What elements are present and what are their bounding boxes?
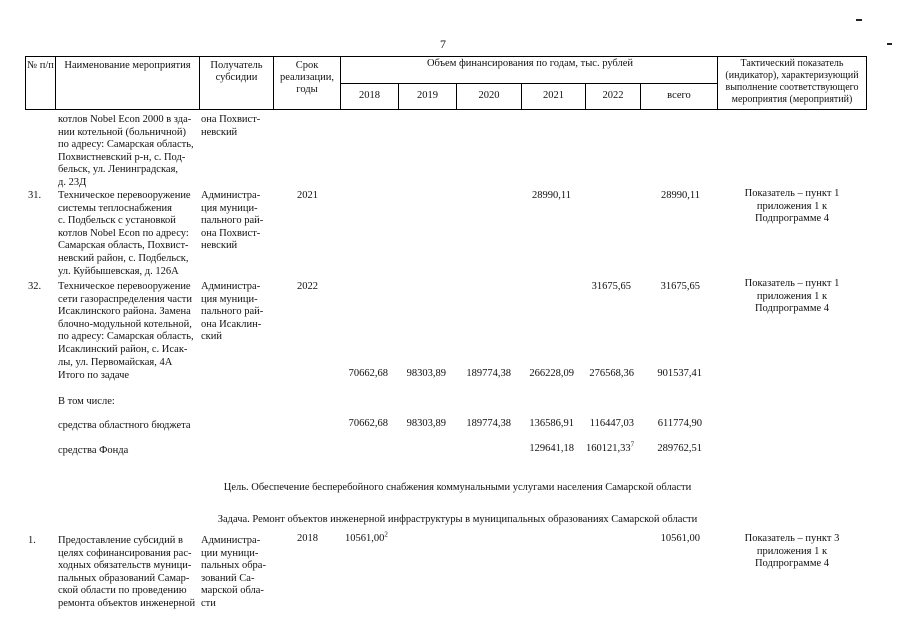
summary-label: средства областного бюджета xyxy=(58,420,191,431)
row-num: 32. xyxy=(28,281,42,292)
row-indicator: Показатель – пункт 1 приложения 1 к Подпрограмме 4 xyxy=(744,278,840,315)
row-name: Техническое перевооружение сети газораспределения части Исаклинского района. Замена блочно-модульной котельной, по адресу: Самарская область, Исаклинский район, с. Исак- лы, ул. Первомайская, 4А xyxy=(58,281,194,368)
summary-2021: 266228,09 xyxy=(529,368,574,379)
summary-2019: 98303,89 xyxy=(406,418,446,429)
summary-total: 289762,51 xyxy=(657,443,702,454)
summary-2022: 276568,36 xyxy=(589,368,634,379)
task-heading: Задача. Ремонт объектов инженерной инфраструктуры в муниципальных образованиях Самарской области xyxy=(217,514,698,525)
row-total: 10561,00 xyxy=(660,533,700,544)
header-total: всего xyxy=(667,90,691,101)
row-term: 2022 xyxy=(297,281,318,292)
scan-mark xyxy=(887,43,892,45)
row-num: 1. xyxy=(28,535,36,546)
summary-label: Итого по задаче xyxy=(58,370,130,381)
summary-2021: 129641,18 xyxy=(529,443,574,454)
row-name: Предоставление субсидий в целях софинансирования рас- ходных обязательств муници- пальных образований Самар- ской области по проведению ремонта объектов инженерной xyxy=(58,535,196,609)
header-indicator: Тактический показатель (индикатор), характеризующий выполнение соответствующего мероприятия (мероприятий) xyxy=(725,58,859,105)
row-indicator: Показатель – пункт 1 приложения 1 к Подпрограмме 4 xyxy=(744,188,840,225)
summary-2019: 98303,89 xyxy=(406,368,446,379)
header-year-2022: 2022 xyxy=(602,90,624,101)
summary-total: 611774,90 xyxy=(657,418,702,429)
header-num: № п/п xyxy=(27,60,54,71)
row-num: 31. xyxy=(28,190,42,201)
row-name: Техническое перевооружение системы теплоснабжения с. Подбельск с установкой котлов Nobel Econ по адресу: Самарская область, Похвист- невский район, с. Подбельск, ул. Куйбышевская, д. 126А xyxy=(58,190,191,277)
row-recipient: Администра- ции муници- пальных обра- зований Са- марской обла- сти xyxy=(201,535,266,609)
row-indicator: Показатель – пункт 3 приложения 1 к Подпрограмме 4 xyxy=(744,533,840,570)
footnote-mark: 2 xyxy=(384,530,388,539)
row-total: 31675,65 xyxy=(660,281,700,292)
row-recipient: Администра- ция муници- пального рай- она Похвист- невский xyxy=(201,190,264,252)
summary-2018: 70662,68 xyxy=(348,418,388,429)
header-name: Наименование мероприятия xyxy=(64,60,191,71)
footnote-mark: 7 xyxy=(630,440,635,449)
goal-heading: Цель. Обеспечение бесперебойного снабжения коммунальными услугами населения Самарской области xyxy=(223,482,692,493)
summary-label: средства Фонда xyxy=(58,445,129,456)
row-total: 28990,11 xyxy=(661,190,700,201)
row-2022: 31675,65 xyxy=(591,281,631,292)
summary-2018: 70662,68 xyxy=(348,368,388,379)
header-year-2019: 2019 xyxy=(417,90,438,101)
row-term: 2021 xyxy=(297,190,318,201)
row-2018: 10561,00$^2$ xyxy=(345,530,388,544)
row-2021: 28990,11 xyxy=(532,190,571,201)
summary-2020: 189774,38 xyxy=(466,418,511,429)
header-term: Срок реализации, годы xyxy=(280,60,334,95)
header-year-2020: 2020 xyxy=(478,90,500,101)
summary-label: В том числе: xyxy=(58,396,115,407)
scan-mark xyxy=(856,19,862,21)
row-term: 2018 xyxy=(297,533,318,544)
summary-2022: 160121,33$^7$ xyxy=(586,440,635,454)
summary-2022: 116447,03 xyxy=(589,418,634,429)
header-recipient: Получатель субсидии xyxy=(210,60,263,83)
header-year-2018: 2018 xyxy=(359,90,380,101)
summary-2020: 189774,38 xyxy=(466,368,511,379)
summary-total: 901537,41 xyxy=(657,368,702,379)
row-name: котлов Nobel Econ 2000 в зда- нии котельной (больничной) по адресу: Самарская область, Похвистневский р-н, с. Под- бельск, ул. Ленинградская, д. 23Д xyxy=(58,114,194,188)
header-year-2021: 2021 xyxy=(543,90,564,101)
header-funding: Объем финансирования по годам, тыс. рублей xyxy=(426,58,634,69)
page-number: 7 xyxy=(440,37,446,51)
row-recipient: она Похвист- невский xyxy=(201,114,261,138)
row-recipient: Администра- ция муници- пального рай- она Исаклин- ский xyxy=(201,281,264,343)
summary-2021: 136586,91 xyxy=(529,418,574,429)
